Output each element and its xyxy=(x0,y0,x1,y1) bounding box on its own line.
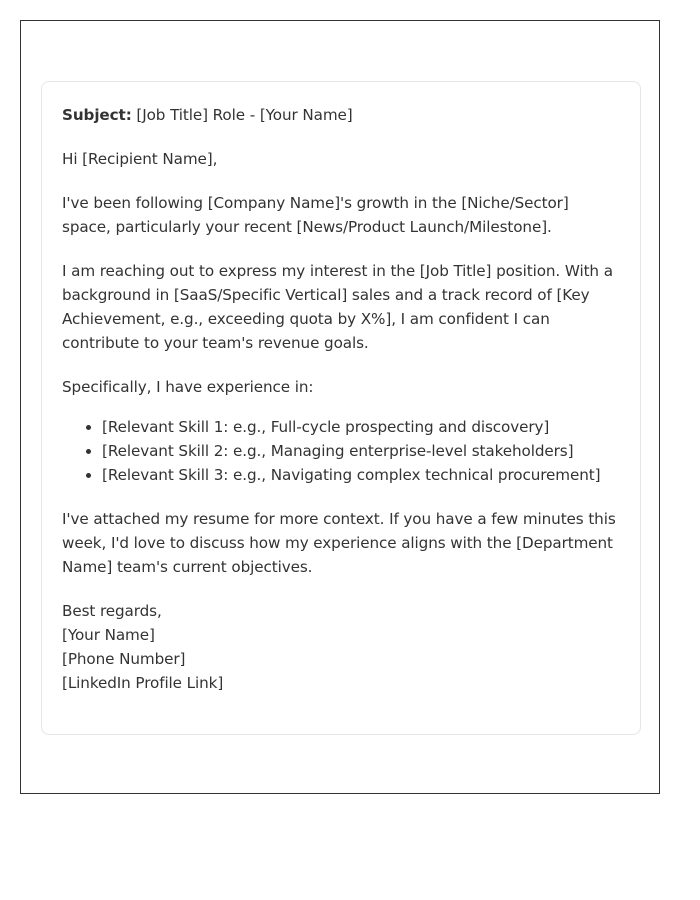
intro-paragraph: I've been following [Company Name]'s growth in the [Niche/Sector] space, particularly your recent [News/Product Launch/Milestone]. xyxy=(62,194,569,236)
skill-item: • [Relevant Skill 2: e.g., Managing enterprise-level stakeholders] xyxy=(102,439,620,463)
signature-name: [Your Name] xyxy=(62,626,155,644)
email-card xyxy=(41,81,641,735)
interest-paragraph: I am reaching out to express my interest in the [Job Title] position. With a background in [SaaS/Specific Vertical] sales and a track record of [Key Achievement, e.g., exceeding quota by X%], I am confident I can contribute to your team's revenue goals. xyxy=(62,262,613,352)
document-frame xyxy=(20,20,660,794)
closing-paragraph: I've attached my resume for more context. If you have a few minutes this week, I'd love to discuss how my experience aligns with the [Department Name] team's current objectives. xyxy=(62,510,616,576)
skill-item: • [Relevant Skill 3: e.g., Navigating complex technical procurement] xyxy=(102,463,620,487)
signature-phone: [Phone Number] xyxy=(62,650,186,668)
signature-block xyxy=(62,599,620,695)
signature-closing: Best regards, xyxy=(62,602,162,620)
skill-item: • [Relevant Skill 1: e.g., Full-cycle prospecting and discovery] xyxy=(102,415,620,439)
skill-list xyxy=(62,415,620,487)
signature-linkedin: [LinkedIn Profile Link] xyxy=(62,674,224,692)
experience-intro: Specifically, I have experience in: xyxy=(62,378,314,396)
subject-text: [Job Title] Role - [Your Name] xyxy=(131,106,353,124)
greeting: Hi [Recipient Name], xyxy=(62,150,218,168)
subject-label: Subject: xyxy=(62,106,132,124)
subject-line xyxy=(62,103,620,127)
